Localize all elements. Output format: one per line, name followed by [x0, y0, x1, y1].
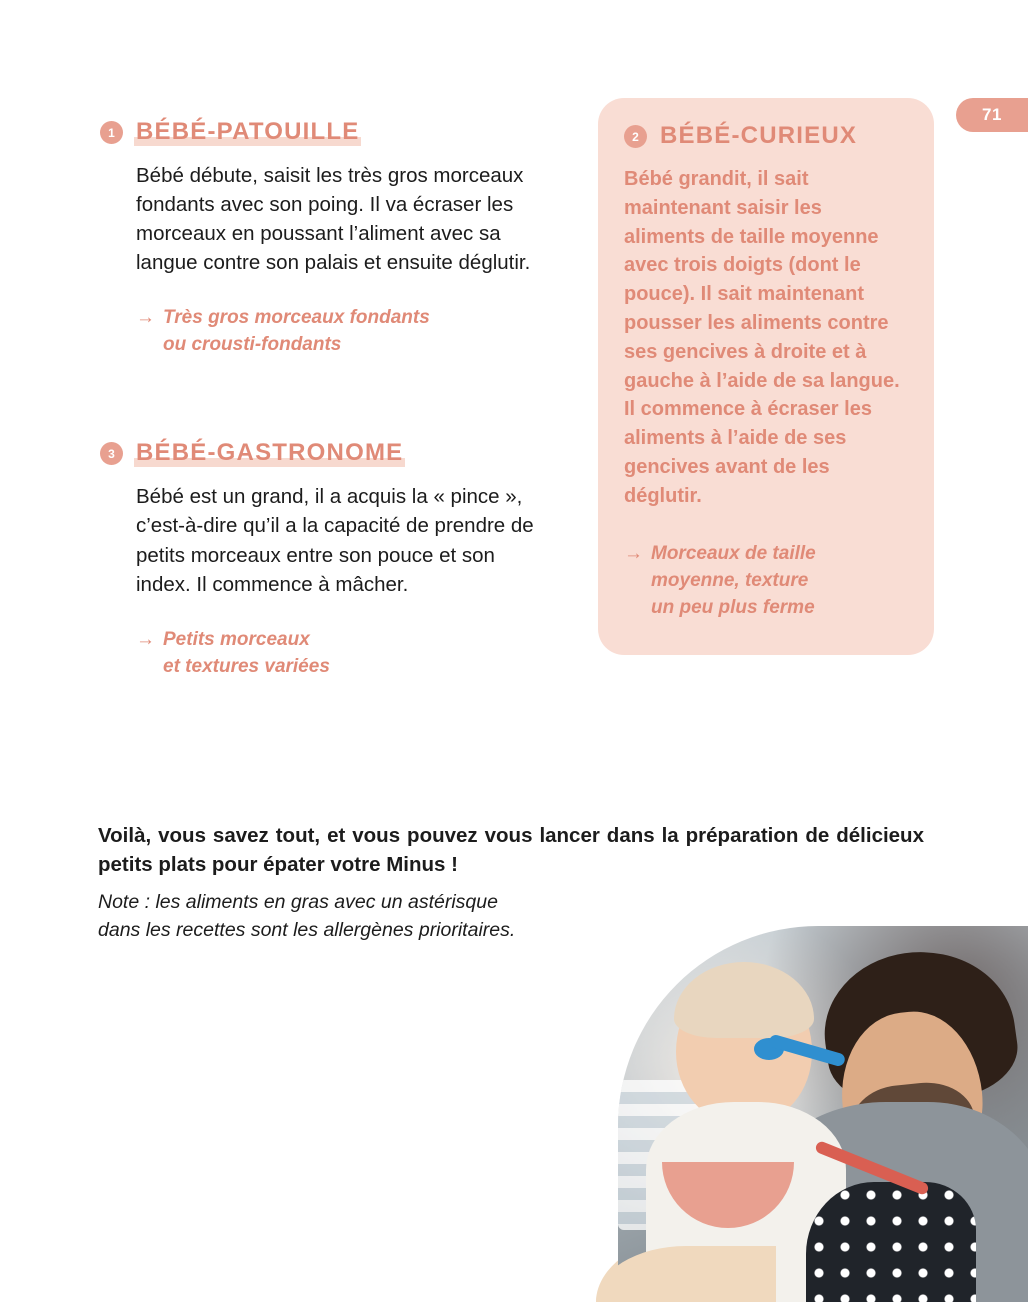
- section-badge-2: 2: [624, 125, 647, 148]
- arrow-icon: →: [624, 542, 643, 564]
- section-note-bebe-gastronome: [136, 627, 550, 681]
- note-line-3: un peu plus ferme: [651, 596, 815, 618]
- section-body-bebe-curieux: Bébé grandit, il sait maintenant saisir les aliments de taille moyenne avec trois doigts (dont le pouce). Il sait maintenant pousser les aliments contre ses gencives à droite et à gauche à l’aide de sa langue. Il commence à écraser les aliments à l’aide de ses gencives avant de les déglutir.: [624, 168, 900, 507]
- note-paragraph-line-1: Note : les aliments en gras avec un astérisque: [98, 891, 498, 913]
- page-number: 71: [982, 105, 1002, 124]
- section-bebe-patouille: [100, 118, 550, 359]
- note-paragraph-line-2: dans les recettes sont les allergènes prioritaires.: [98, 919, 516, 942]
- section-title-bebe-patouille: BÉBÉ-PATOUILLE: [136, 118, 360, 145]
- note-line-2: ou crousti-fondants: [163, 334, 342, 356]
- section-note-bebe-curieux: [624, 541, 908, 622]
- highlight-card-bebe-curieux: [598, 98, 934, 655]
- spacer: [100, 359, 550, 439]
- section-heading: [100, 439, 550, 468]
- section-body-bebe-patouille: Bébé débute, saisit les très gros morceaux fondants avec son poing. Il va écraser les morceaux en poussant l’aliment avec sa langue contre son palais et ensuite déglutir.: [136, 164, 531, 275]
- conclusion-paragraph: Voilà, vous savez tout, et vous pouvez vous lancer dans la préparation de délicieux petits plats pour épater votre Minus !: [98, 823, 924, 876]
- section-title-bebe-curieux: BÉBÉ-CURIEUX: [660, 122, 858, 149]
- section-note-bebe-patouille: [136, 305, 550, 359]
- note-line-2: moyenne, texture: [651, 569, 809, 591]
- note-line-2: et textures variées: [163, 655, 330, 677]
- section-heading: [624, 122, 908, 151]
- section-title-bebe-gastronome: BÉBÉ-GASTRONOME: [136, 439, 404, 467]
- arrow-icon: →: [136, 628, 155, 650]
- left-column: [100, 118, 550, 681]
- section-bebe-gastronome: [100, 439, 550, 680]
- section-badge-3: 3: [100, 442, 123, 465]
- page-number-tab: [956, 98, 1028, 132]
- note-paragraph: [98, 888, 658, 945]
- photo-polka-fabric: [806, 1182, 976, 1302]
- section-heading: [100, 118, 550, 147]
- note-line-1: Très gros morceaux fondants: [163, 307, 430, 329]
- arrow-icon: →: [136, 307, 155, 329]
- note-line-1: Morceaux de taille: [651, 542, 816, 564]
- section-badge-1: 1: [100, 121, 123, 144]
- note-line-1: Petits morceaux: [163, 628, 310, 650]
- section-body-bebe-gastronome: Bébé est un grand, il a acquis la « pince », c’est-à-dire qu’il a la capacité de prendre de petits morceaux entre son pouce et son index. Il commence à mâcher.: [136, 485, 534, 596]
